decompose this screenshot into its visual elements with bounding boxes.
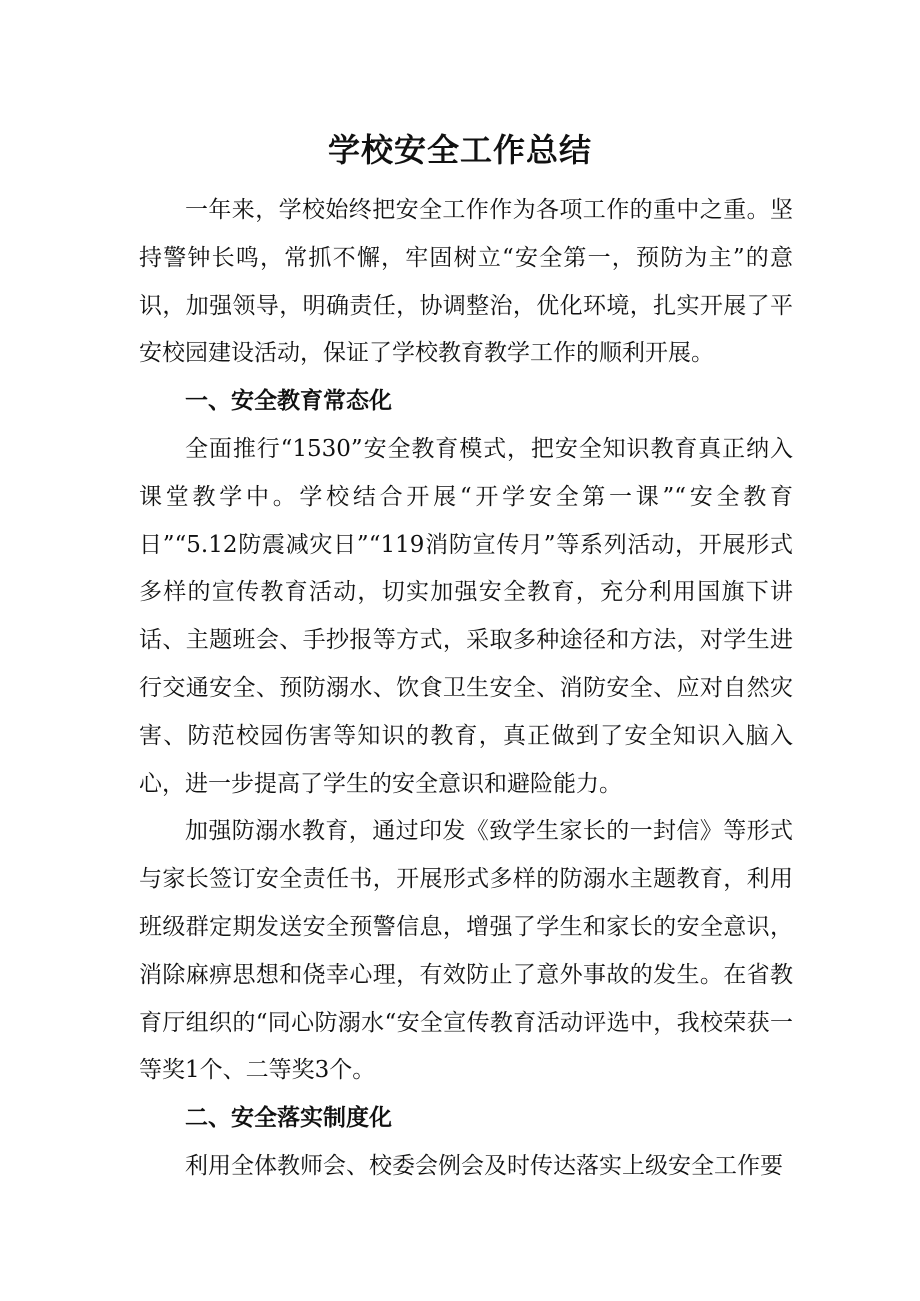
document-title: 学校安全工作总结 [327, 131, 592, 169]
section-2-paragraph-1: 利用全体教师会、校委会例会及时传达落实上级安全工作要 [185, 1152, 783, 1179]
section-2-heading: 二、安全落实制度化 [185, 1105, 392, 1132]
section-1-paragraph-2: 加强防溺水教育，通过印发《致学生家长的一封信》等形式与家长签订安全责任书，开展形式多样的防溺水主题教育，利用班级群定期发送安全预警信息，增强了学生和家长的安全意识，消除麻痹思想和侥幸心理，有效防止了意外事故的发生。在省教育厅组织的“同心防溺水“安全宣传教育活动评选中，我校荣获一等奖1个、二等奖3个。 [139, 818, 793, 1084]
section-1-paragraph-1: 全面推行“1530”安全教育模式，把安全知识教育真正纳入课堂教学中。学校结合开展“开学安全第一课”“安全教育日”“5.12防震减灾日”“119消防宣传月”等系列活动，开展形式多样的宣传教育活动，切实加强安全教育，充分利用国旗下讲话、主题班会、手抄报等方式，采取多种途径和方法，对学生进行交通安全、预防溺水、饮食卫生安全、消防安全、应对自然灾害、防范校园伤害等知识的教育，真正做到了安全知识入脑入心，进一步提高了学生的安全意识和避险能力。 [139, 435, 793, 797]
document-body [139, 187, 793, 1191]
section-1-heading: 一、安全教育常态化 [185, 388, 392, 415]
intro-paragraph: 一年来，学校始终把安全工作作为各项工作的重中之重。坚持警钟长鸣，常抓不懈，牢固树立“安全第一，预防为主”的意识，加强领导，明确责任，协调整治，优化环境，扎实开展了平安校园建设活动，保证了学校教育教学工作的顺利开展。 [139, 197, 793, 367]
